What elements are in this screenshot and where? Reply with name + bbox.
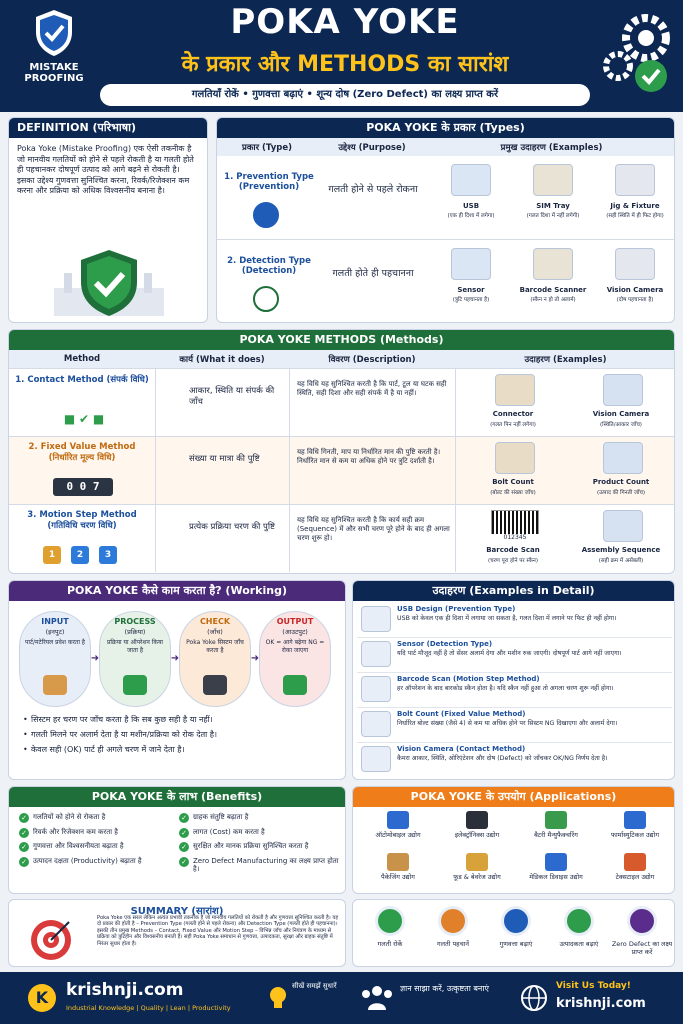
example-name: Vision Camera (606, 286, 664, 294)
example-name: Jig & Fixture (610, 202, 660, 210)
col-divider (455, 436, 456, 504)
definition-heading: DEFINITION (परिभाषा) (9, 118, 207, 138)
stage-text: Poka Yoke सिस्टम जाँच करता है (186, 639, 244, 654)
benefit-text: सुरक्षित और मानक प्रक्रिया सुनिश्चित करता है (193, 842, 309, 850)
application-label: टेक्सटाइल उद्योग (615, 873, 655, 881)
col-does: कार्य (What it does) (179, 355, 265, 365)
example-device-icon (615, 248, 655, 280)
check-icon: ✓ (19, 857, 29, 867)
example-note: (एक ही दिशा में लगेगा) (447, 213, 495, 219)
working-bullet (23, 715, 341, 725)
badge-label: MISTAKE PROOFING (24, 62, 84, 84)
types-panel (216, 117, 675, 323)
check-icon: ✓ (19, 828, 29, 838)
benefit-text: गुणवत्ता और विश्वसनीयता बढ़ाता है (33, 842, 124, 850)
benefit-item (19, 857, 179, 866)
benefit-text: उत्पादन दक्षता (Productivity) बढ़ाता है (33, 856, 142, 865)
stage-title: OUTPUT (276, 617, 314, 626)
footer-share: ज्ञान साझा करें, उत्कृष्टता बनाएं (400, 984, 489, 993)
example-device-icon (533, 248, 573, 280)
check-icon: ✓ (179, 828, 189, 838)
goal-icon (627, 906, 657, 936)
goals-panel (352, 899, 675, 967)
brand-logo: K (28, 984, 56, 1012)
benefit-item (19, 813, 179, 822)
example-device-icon (615, 164, 655, 196)
method-example-note: (चरण पूरा होने पर स्कैन) (488, 558, 538, 564)
goal-label: गुणवत्ता बढ़ाएं (499, 940, 533, 948)
lightbulb-icon (266, 984, 290, 1012)
details-heading: उदाहरण (Examples in Detail) (353, 581, 674, 601)
barcode-number: 012345 (491, 534, 539, 541)
goal-label: गलती रोकें (377, 940, 403, 948)
example-note: (सही स्थिति में ही फिट होगा) (606, 213, 664, 219)
method-example-icon (603, 374, 643, 406)
method-does: प्रत्येक प्रक्रिया चरण की पुष्टि (189, 522, 276, 532)
col-divider (289, 504, 290, 572)
col-method: Method (63, 354, 101, 364)
detail-divider (357, 742, 672, 743)
application-icon (624, 853, 646, 871)
col-type: प्रकार (Type) (242, 143, 292, 153)
application-label: बैटरी मैन्युफैक्चरिंग (534, 831, 578, 839)
header-banner (0, 0, 683, 112)
footer-learn: सीखें समझें सुधारें (292, 982, 337, 990)
detail-title: Sensor (Detection Type) (397, 640, 493, 648)
goal-icon (375, 906, 405, 936)
bullet-text: सिस्टम हर चरण पर जाँच करता है कि सब कुछ सही है या नहीं। (31, 715, 213, 724)
summary-text: Poka Yoke एक सरल लेकिन अत्यंत प्रभावी तकनीक है जो मानवीय गलतियों को रोकती है और गुणवत्ता सुनिश्चित करती है। यह दो प्रकार की होती है – Prevention Type (गलती होने से पहले रोकना) और Detection Type (गलती होते ही पहचानना)। इसकी तीन प्रमुख Methods – Contact, Fixed Value और Motion Step – विभिन्न जाँच और नियंत्रण के माध्यम से प्रक्रिया को त्रुटिहीन और विश्वसनीय बनाती हैं। सही Poka Yoke समाधान से गुणवत्ता, उत्पादकता, सुरक्षा और ग्राहक संतुष्टि में निरंतर सुधार होता है। (97, 915, 339, 947)
method-example-note: (बोल्ट की संख्या जाँच) (490, 490, 536, 496)
method-example-name: Bolt Count (492, 478, 534, 486)
col-divider (289, 368, 290, 436)
factory-shield-icon (49, 248, 169, 320)
method-desc: यह विधि यह सुनिश्चित करती है कि कार्य सही क्रम (Sequence) में और सभी चरण पूरे होने के बाद ही अगला चरण शुरू हो। (297, 516, 450, 543)
bullet-text: केवल सही (OK) पार्ट ही अगले चरण में जाने देता है। (31, 745, 185, 754)
detail-text: हर ऑपरेशन के बाद बारकोड स्कैन होता है। यदि स्कैन नहीं हुआ तो अगला चरण शुरू नहीं होगा। (397, 685, 614, 692)
benefit-item (179, 857, 343, 874)
col-divider (455, 368, 456, 436)
application-icon (387, 811, 409, 829)
stage-sub: (प्रक्रिया) (124, 628, 146, 636)
col-divider (155, 436, 156, 504)
benefits-panel (8, 786, 346, 894)
method-example-name: Assembly Sequence (581, 546, 661, 554)
bullet-icon: • (23, 730, 28, 739)
details-panel (352, 580, 675, 780)
summary-panel (8, 899, 346, 967)
method-desc: यह विधि यह सुनिश्चित करती है कि पार्ट, टूल या घटक सही स्थिति, सही दिशा और सही संपर्क में है या नहीं। (297, 380, 447, 398)
col-divider (155, 368, 156, 436)
working-heading: POKA YOKE कैसे काम करता है? (Working) (9, 581, 345, 601)
method-name: 3. Motion Step Method (गतिविधि चरण विधि) (27, 510, 137, 531)
stage-text: OK = आगे बढ़ेगा NG = रोका जाएगा (265, 639, 325, 654)
target-icon (29, 918, 73, 962)
arrow-right-icon: ➜ (250, 653, 260, 664)
application-icon (624, 811, 646, 829)
benefits-heading: POKA YOKE के लाभ (Benefits) (9, 787, 345, 807)
stage-title: INPUT (41, 617, 69, 626)
method-example-name: Product Count (592, 478, 650, 486)
application-label: पैकेजिंग उद्योग (381, 873, 415, 881)
applications-heading: POKA YOKE के उपयोग (Applications) (353, 787, 674, 807)
benefit-item (179, 813, 343, 822)
application-label: फूड & बेवरेज उद्योग (453, 873, 501, 881)
example-name: Barcode Scanner (519, 286, 587, 294)
goal-icon (501, 906, 531, 936)
bullet-icon: • (23, 715, 28, 724)
globe-icon (520, 984, 548, 1012)
col-description: विवरण (Description) (328, 355, 416, 365)
application-label: ऑटोमोबाइल उद्योग (375, 831, 421, 839)
benefit-text: Zero Defect Manufacturing का लक्ष्य प्राप्त होता है। (193, 856, 339, 873)
methods-heading: POKA YOKE METHODS (Methods) (9, 330, 674, 350)
method-desc: यह विधि गिनती, माप या निर्धारित मान की पुष्टि करती है। निर्धारित मान से कम या अधिक होने पर त्रुटि दर्शाती है। (297, 448, 441, 466)
check-icon: ✓ (179, 813, 189, 823)
method-example-icon (495, 374, 535, 406)
type-name: 1. Prevention Type (Prevention) (224, 172, 314, 192)
arrow-right-icon: ➜ (90, 653, 100, 664)
stage-text: प्रक्रिया या ऑपरेशन किया जाता है (107, 639, 163, 654)
method-example-icon (495, 442, 535, 474)
example-device-icon (451, 164, 491, 196)
counter-display: 0 0 7 (53, 478, 113, 496)
shield-check-icon (32, 8, 76, 58)
method-example-name: Vision Camera (592, 410, 650, 418)
example-note: (गलत दिशा में नहीं लगेगी) (526, 213, 580, 219)
check-icon: ✓ (179, 842, 189, 852)
stage-title: CHECK (199, 617, 231, 626)
detail-divider (357, 637, 672, 638)
types-row-divider (217, 239, 675, 240)
goal-icon (564, 906, 594, 936)
method-does: संख्या या मात्रा की पुष्टि (189, 454, 260, 464)
footer-visit: Visit Us Today! (556, 981, 631, 991)
example-note: (स्कैन न हो तो अलार्म) (530, 297, 576, 303)
method-example-name: Barcode Scan (486, 546, 540, 554)
summary-heading: SUMMARY (सारांश) (130, 906, 224, 917)
detail-title: Vision Camera (Contact Method) (397, 745, 526, 753)
application-icon (466, 811, 488, 829)
col-examples: प्रमुख उदाहरण (Examples) (500, 143, 603, 153)
arrow-right-icon: ➜ (170, 653, 180, 664)
stage-icon (283, 675, 307, 695)
col-divider (289, 436, 290, 504)
goal-label: Zero Defect का लक्ष्य प्राप्त करें (611, 940, 673, 956)
detail-title: Bolt Count (Fixed Value Method) (397, 710, 526, 718)
page-subtitle-title: के प्रकार और METHODS का सारांश (181, 52, 509, 77)
type-purpose: गलती होते ही पहचानना (332, 268, 414, 279)
magnifier-icon (253, 286, 279, 312)
example-note: (दोष पहचानता है) (616, 297, 654, 303)
step-box: 3 (99, 546, 117, 564)
detail-divider (357, 672, 672, 673)
application-icon (545, 811, 567, 829)
methods-header-row (9, 350, 675, 368)
footer-tagline: Industrial Knowledge | Quality | Lean | Productivity (66, 1004, 231, 1012)
goal-label: उत्पादकता बढ़ाएं (559, 940, 599, 948)
detail-divider (357, 707, 672, 708)
type-name: 2. Detection Type (Detection) (227, 256, 311, 276)
footer-site-link[interactable]: krishnji.com (556, 996, 646, 1011)
detail-icon (361, 606, 391, 632)
example-name: Sensor (457, 286, 485, 294)
method-example-note: (गलत पिन नहीं लगेगा) (490, 422, 536, 428)
shield-check-icon (253, 202, 279, 228)
col-divider (155, 504, 156, 572)
col-purpose: उद्देश्य (Purpose) (338, 143, 406, 153)
method-example-name: Connector (492, 410, 534, 418)
detail-icon (361, 711, 391, 737)
bullet-icon: • (23, 745, 28, 754)
benefit-item (179, 842, 343, 851)
example-name: SIM Tray (536, 202, 570, 210)
tagline-pill: गलतियाँ रोकें • गुणवत्ता बढ़ाएं • शून्य दोष (Zero Defect) का लक्ष्य प्राप्त करें (100, 84, 590, 106)
benefit-text: रिवर्क और रिजेक्शन कम करता है (33, 827, 119, 836)
stage-sub: (इनपुट) (45, 628, 65, 636)
step-box: 1 (43, 546, 61, 564)
example-device-icon (533, 164, 573, 196)
detail-title: Barcode Scan (Motion Step Method) (397, 675, 540, 683)
application-icon (387, 853, 409, 871)
definition-text: Poka Yoke (Mistake Proofing) एक ऐसी तकनीक है जो मानवीय गलतियों को होने से पहले रोकती है या गलती होते ही पहचानकर दोषपूर्ण उत्पाद को आगे बढ़ने से रोकती है। इसका उद्देश्य गुणवत्ता सुनिश्चित करना, रिवर्क/रिजेक्शन कम करना और प्रक्रिया को अधिक विश्वसनीय बनाना है। (17, 144, 194, 195)
benefit-text: ग्राहक संतुष्टि बढ़ाता है (193, 813, 249, 821)
benefit-item (179, 828, 343, 837)
check-icon: ✓ (179, 857, 189, 867)
col-method-examples: उदाहरण (Examples) (524, 355, 607, 365)
col-divider (455, 504, 456, 572)
types-header-row (217, 138, 675, 156)
stage-icon (43, 675, 67, 695)
detail-text: निर्धारित बोल्ट संख्या (जैसे 4) से कम या अधिक होने पर सिस्टम NG दिखाएगा और अलार्म देगा। (397, 720, 618, 727)
detail-icon (361, 746, 391, 772)
application-label: इलेक्ट्रॉनिक्स उद्योग (454, 831, 500, 839)
detail-text: कैमरा आकार, स्थिति, ओरिएंटेशन और दोष (Defect) को जाँचकर OK/NG निर्णय देता है। (397, 755, 608, 762)
contact-check-icon: ■ ✔ ■ (63, 412, 105, 426)
method-name: 1. Contact Method (संपर्क विधि) (15, 375, 149, 385)
detail-text: यदि पार्ट मौजूद नहीं है तो सेंसर अलार्म देगा और मशीन रुक जाएगी। दोषपूर्ण पार्ट आगे नहीं जाएगा। (397, 650, 622, 657)
detail-title: USB Design (Prevention Type) (397, 605, 516, 613)
example-name: USB (462, 202, 480, 210)
stage-text: पार्ट/मटेरियल प्रवेश करता है (25, 639, 85, 646)
method-example-note: (सही क्रम में असेंबली) (598, 558, 644, 564)
benefit-text: गलतियों को होने से रोकता है (33, 813, 106, 821)
people-icon (360, 984, 394, 1010)
method-example-note: (स्थिति/आकार जाँच) (600, 422, 642, 428)
example-note: (त्रुटि पहचानता है) (452, 297, 490, 303)
type-purpose: गलती होने से पहले रोकना (328, 184, 418, 195)
method-does: आकार, स्थिति या संपर्क की जाँच (189, 386, 275, 407)
footer-brand[interactable]: krishnji.com (66, 980, 184, 1000)
working-panel (8, 580, 346, 780)
check-icon: ✓ (19, 842, 29, 852)
applications-panel (352, 786, 675, 894)
detail-text: USB को केवल एक ही दिशा में लगाया जा सकता है, गलत दिशा में लगाने पर फिट ही नहीं होगा। (397, 615, 617, 622)
types-heading: POKA YOKE के प्रकार (Types) (217, 118, 674, 138)
page-title: POKA YOKE (230, 2, 460, 42)
stage-sub: (जाँच) (207, 628, 223, 636)
footer (0, 972, 683, 1024)
method-example-icon (603, 510, 643, 542)
working-bullet (23, 745, 341, 755)
detail-icon (361, 676, 391, 702)
check-icon: ✓ (19, 813, 29, 823)
stage-icon (203, 675, 227, 695)
step-box: 2 (71, 546, 89, 564)
benefit-item (19, 842, 179, 851)
detail-icon (361, 641, 391, 667)
example-device-icon (451, 248, 491, 280)
method-name: 2. Fixed Value Method (निर्धारित मूल्य विधि) (28, 442, 136, 463)
application-label: फार्मास्युटिकल उद्योग (611, 831, 659, 839)
benefit-text: लागत (Cost) कम करता है (193, 827, 265, 836)
application-label: मेडिकल डिवाइस उद्योग (529, 873, 583, 881)
definition-panel (8, 117, 208, 323)
method-example-note: (उत्पाद की गिनती जाँच) (596, 490, 646, 496)
goal-label: गलती पहचानें (436, 940, 470, 948)
mistake-proofing-badge (12, 8, 96, 94)
goal-icon (438, 906, 468, 936)
stage-icon (123, 675, 147, 695)
gear-check-icon (596, 8, 676, 100)
working-bullet (23, 730, 341, 740)
method-example-icon (603, 442, 643, 474)
application-icon (466, 853, 488, 871)
stage-title: PROCESS (114, 617, 156, 626)
methods-panel (8, 329, 675, 574)
bullet-text: गलती मिलने पर अलार्म देता है या मशीन/प्रक्रिया को रोक देता है। (31, 730, 218, 739)
application-icon (545, 853, 567, 871)
stage-sub: (आउटपुट) (282, 628, 308, 636)
benefit-item (19, 828, 179, 837)
